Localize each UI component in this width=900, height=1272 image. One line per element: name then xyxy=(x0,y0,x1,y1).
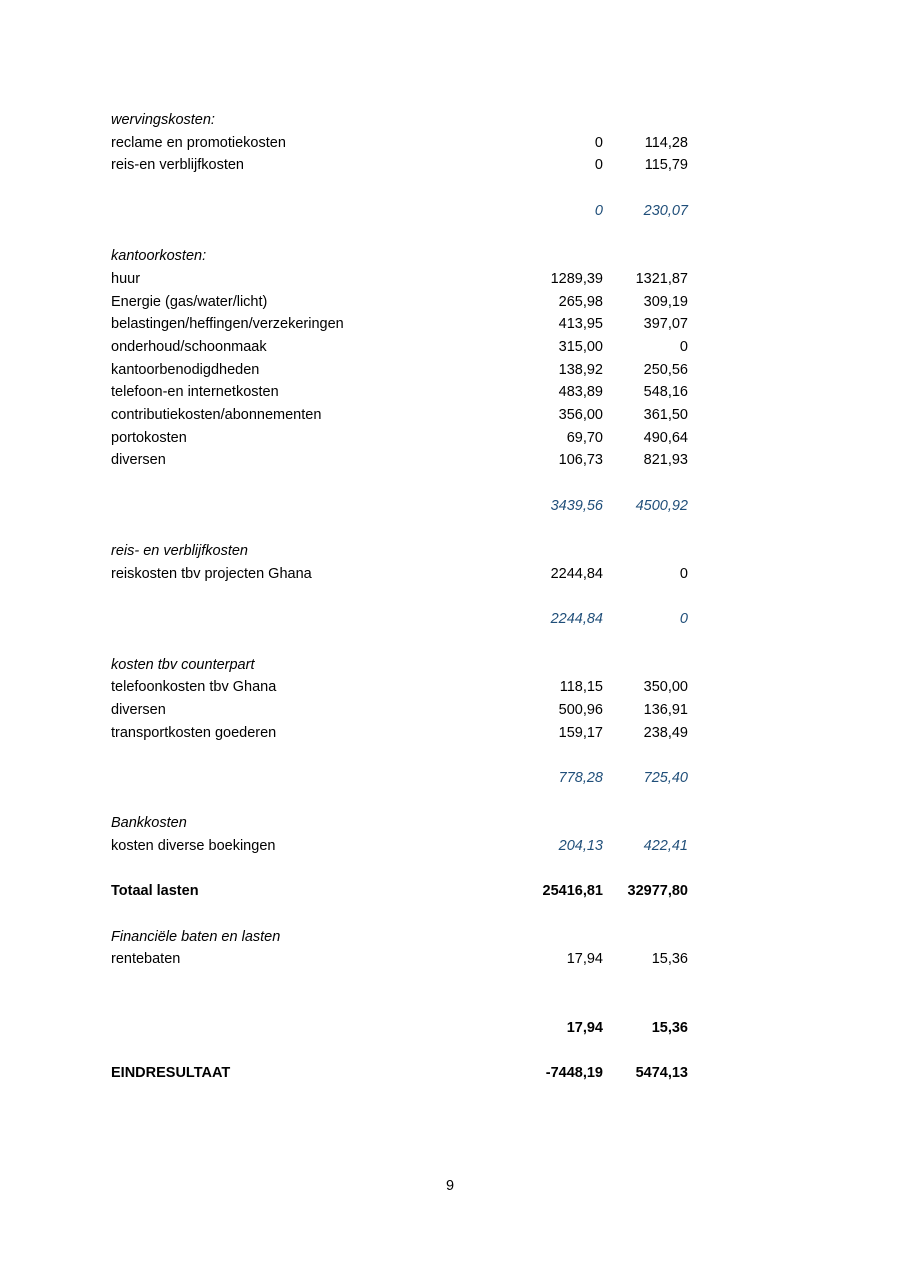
spacer xyxy=(111,585,691,608)
table-row xyxy=(111,699,691,722)
table-row xyxy=(111,722,691,745)
total-row xyxy=(111,880,691,903)
row-value-col1: 413,95 xyxy=(558,316,603,333)
final-result-label: EINDRESULTAAT xyxy=(111,1064,231,1081)
subtotal-row-kantoor xyxy=(111,495,691,518)
total-label: Totaal lasten xyxy=(111,883,199,900)
row-value-col2: 250,56 xyxy=(643,361,688,378)
row-value-col2: 490,64 xyxy=(643,429,688,446)
table-row xyxy=(111,427,691,450)
row-value-col1: 0 xyxy=(594,134,603,151)
section-heading-counterpart xyxy=(111,654,691,677)
spacer xyxy=(111,790,691,813)
financial-statement xyxy=(111,109,691,1085)
table-row xyxy=(111,676,691,699)
row-label: Energie (gas/water/licht) xyxy=(111,293,268,310)
row-value-col2: 15,36 xyxy=(651,951,688,968)
section-heading-reis xyxy=(111,540,691,563)
row-label: transportkosten goederen xyxy=(111,724,277,741)
section-heading-financieel xyxy=(111,926,691,949)
table-row xyxy=(111,563,691,586)
row-label: diversen xyxy=(111,701,166,718)
final-result-col2: 5474,13 xyxy=(635,1064,688,1081)
row-label: onderhoud/schoonmaak xyxy=(111,338,267,355)
heading-label: wervingskosten: xyxy=(111,112,215,128)
row-value-col2: 397,07 xyxy=(643,316,688,333)
row-label: telefoonkosten tbv Ghana xyxy=(111,679,277,696)
row-value-col1: 106,73 xyxy=(558,452,603,469)
section-heading-bank xyxy=(111,812,691,835)
table-row xyxy=(111,268,691,291)
table-row xyxy=(111,948,691,971)
row-value-col1: 1289,39 xyxy=(550,270,603,287)
subtotal-col2: 0 xyxy=(679,611,688,628)
total-col1: 25416,81 xyxy=(542,883,603,900)
row-value-col1: 356,00 xyxy=(558,406,603,423)
subtotal-col1: 3439,56 xyxy=(550,497,603,514)
row-value-col2: 0 xyxy=(679,338,688,355)
table-row xyxy=(111,449,691,472)
subtotal-col1: 0 xyxy=(594,202,603,219)
table-row xyxy=(111,404,691,427)
subtotal-row-financieel xyxy=(111,1017,691,1040)
spacer xyxy=(111,971,691,994)
subtotal-col1: 2244,84 xyxy=(550,611,603,628)
subtotal-col2: 230,07 xyxy=(643,202,688,219)
spacer xyxy=(111,472,691,495)
row-value-col2: 238,49 xyxy=(643,724,688,741)
row-label: contributiekosten/abonnementen xyxy=(111,406,322,423)
row-value-col1: 159,17 xyxy=(558,724,603,741)
row-value-col2: 115,79 xyxy=(644,157,688,174)
row-label: diversen xyxy=(111,452,166,469)
subtotal-col2: 725,40 xyxy=(643,769,688,786)
row-value-col2: 350,00 xyxy=(643,679,688,696)
subtotal-col1: 778,28 xyxy=(558,769,603,786)
row-value-col1: 17,94 xyxy=(566,951,603,968)
subtotal-col2: 15,36 xyxy=(651,1019,688,1036)
table-row xyxy=(111,313,691,336)
table-row xyxy=(111,359,691,382)
table-row xyxy=(111,154,691,177)
row-value-col1: 69,70 xyxy=(566,429,603,446)
final-result-col1: -7448,19 xyxy=(545,1064,603,1081)
row-value-col1: 500,96 xyxy=(558,701,603,718)
row-value-col2: 136,91 xyxy=(643,701,688,718)
table-row xyxy=(111,381,691,404)
section-heading-kantoor xyxy=(111,245,691,268)
total-col2: 32977,80 xyxy=(627,883,688,900)
heading-label: kantoorkosten: xyxy=(111,248,207,265)
spacer xyxy=(111,517,691,540)
row-label: huur xyxy=(111,270,141,287)
spacer xyxy=(111,994,691,1017)
page-number: 9 xyxy=(445,1178,455,1194)
row-label: belastingen/heffingen/verzekeringen xyxy=(111,316,344,333)
spacer xyxy=(111,1039,691,1062)
subtotal-row-counterpart xyxy=(111,767,691,790)
spacer xyxy=(111,177,691,200)
row-label: portokosten xyxy=(111,429,187,446)
row-value-col1: 118,15 xyxy=(559,679,603,696)
row-label: reclame en promotiekosten xyxy=(111,134,286,151)
table-row xyxy=(111,336,691,359)
heading-label: Bankkosten xyxy=(111,815,187,832)
subtotal-row-reis xyxy=(111,608,691,631)
spacer xyxy=(111,903,691,926)
spacer xyxy=(111,858,691,881)
row-value-col1: 2244,84 xyxy=(550,565,603,582)
spacer xyxy=(111,744,691,767)
row-value-col2: 309,19 xyxy=(643,293,688,310)
row-label: telefoon-en internetkosten xyxy=(111,384,279,401)
section-heading-werving xyxy=(111,109,691,132)
row-value-col2: 361,50 xyxy=(643,406,688,423)
row-label: reis-en verblijfkosten xyxy=(111,157,244,174)
subtotal-col2: 4500,92 xyxy=(635,497,688,514)
row-value-col1: 483,89 xyxy=(558,384,603,401)
row-label: kosten diverse boekingen xyxy=(111,838,276,854)
row-value-col2: 1321,87 xyxy=(635,270,688,287)
row-value-col1: 265,98 xyxy=(558,293,603,310)
row-value-col1: 204,13 xyxy=(558,838,603,854)
row-value-col2: 114,28 xyxy=(644,134,688,151)
row-label: rentebaten xyxy=(111,951,181,968)
spacer xyxy=(111,222,691,245)
heading-label: kosten tbv counterpart xyxy=(111,656,255,673)
table-row xyxy=(111,835,691,858)
row-value-col2: 821,93 xyxy=(643,452,688,469)
spacer xyxy=(111,631,691,654)
row-value-col2: 548,16 xyxy=(643,384,688,401)
heading-label: reis- en verblijfkosten xyxy=(111,543,248,560)
row-value-col2: 0 xyxy=(679,565,688,582)
row-value-col1: 0 xyxy=(594,157,603,174)
row-value-col1: 138,92 xyxy=(558,361,603,378)
row-value-col2: 422,41 xyxy=(643,838,688,854)
row-value-col1: 315,00 xyxy=(558,338,603,355)
table-row xyxy=(111,132,691,155)
subtotal-row-werving xyxy=(111,200,691,223)
heading-label: Financiële baten en lasten xyxy=(111,928,281,945)
row-label: reiskosten tbv projecten Ghana xyxy=(111,565,312,582)
row-label: kantoorbenodigdheden xyxy=(111,361,260,378)
final-result-row xyxy=(111,1062,691,1085)
table-row xyxy=(111,291,691,314)
subtotal-col1: 17,94 xyxy=(566,1019,603,1036)
